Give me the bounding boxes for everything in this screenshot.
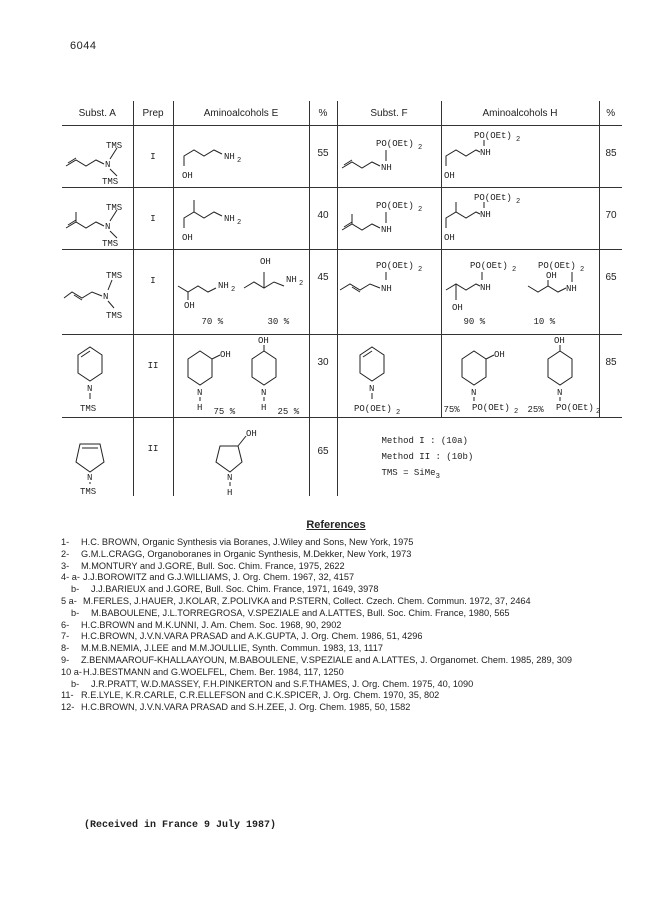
svg-text:NH: NH (223, 214, 235, 224)
reference-item (61, 631, 621, 643)
table-row (62, 188, 622, 250)
reference-label: 7- (61, 631, 70, 642)
svg-text:TMS: TMS (106, 141, 123, 151)
reference-label: b- (71, 584, 80, 595)
references-list (61, 537, 621, 714)
prep-value: II (147, 361, 159, 371)
reference-text: R.E.LYLE, K.R.CARLE, C.R.ELLEFSON and C.K.SPICER, J. Org. Chem. 1970, 35, 802 (81, 690, 440, 701)
col-header-subst-a: Subst. A (62, 101, 133, 126)
structure-subst-a (62, 188, 133, 250)
ratio-label: 70 % (201, 317, 224, 327)
reference-label: b- (71, 607, 80, 618)
reference-text: H.C.BROWN, J.V.N.VARA PRASAD and S.H.ZEE, J. Org. Chem. 1985, 50, 1582 (81, 702, 411, 713)
reference-text: H.C. BROWN, Organic Synthesis via Boranes, J.Wiley and Sons, New York, 1975 (81, 537, 414, 547)
svg-text:NH: NH (223, 152, 235, 162)
reference-item (61, 572, 621, 584)
structure-subst-a (62, 250, 133, 335)
svg-text:OH: OH (545, 271, 557, 281)
prep-cell (133, 335, 173, 418)
ratio-label: 30 % (267, 317, 290, 327)
ratio-label: 25 % (277, 407, 300, 417)
svg-text:2: 2 (417, 206, 422, 214)
structure-phosphoramide (338, 126, 442, 187)
svg-text:NH: NH (285, 275, 297, 285)
reference-item (61, 549, 621, 561)
svg-text:2: 2 (230, 286, 235, 294)
reference-label: 11- (61, 690, 74, 701)
structure-aminoalcohol-e (173, 418, 309, 497)
reference-item (61, 679, 621, 691)
svg-text:N: N (226, 473, 232, 483)
svg-text:OH: OH (181, 171, 193, 181)
col-header-prep: Prep (133, 101, 173, 126)
structure-aminoalcohol-h (441, 126, 599, 188)
svg-text:TMS: TMS (106, 271, 123, 281)
prep-value: I (150, 214, 156, 224)
reference-label: 1- (61, 537, 70, 547)
ratio-label: 10 % (533, 317, 556, 327)
svg-text:N: N (87, 384, 93, 394)
ratio-label: 90 % (463, 317, 486, 327)
svg-text:H: H (226, 488, 232, 496)
svg-text:N: N (368, 384, 374, 394)
svg-text:2: 2 (515, 136, 520, 144)
prep-cell (133, 418, 173, 497)
reference-text: M.FERLES, J.HAUER, J.KOLAR, Z.POLIVKA and P.STERN, Collect. Czech. Chem. Commun. 1972, 37, 2464 (83, 595, 531, 606)
method-ii-label: Method II : (10b) (381, 452, 474, 462)
reference-text: J.J.BARIEUX and J.GORE, Bull. Soc. Chim. France, 1971, 1649, 3978 (91, 584, 379, 595)
structure-aminoalcohol-e (173, 188, 309, 250)
svg-text:PO(OEt): PO(OEt) (375, 261, 414, 271)
yield-value: 30 (317, 357, 329, 368)
reference-item (61, 596, 621, 608)
col-header-aminoalcohols-e: Aminoalcohols E (173, 101, 309, 126)
reference-item (61, 537, 621, 549)
prep-cell (133, 250, 173, 335)
svg-text:TMS: TMS (106, 311, 123, 321)
svg-text:OH: OH (443, 171, 455, 181)
svg-text:PO(OEt): PO(OEt) (471, 403, 510, 413)
reference-item (61, 702, 621, 714)
svg-text:2: 2 (513, 408, 518, 416)
structure-subst-f (337, 335, 441, 418)
structure-phosphoramide (338, 250, 442, 334)
svg-text:N: N (105, 222, 111, 232)
structure-tetrahydropyridine-phosphoramide (338, 335, 442, 417)
reference-label: 9- (61, 654, 70, 665)
reference-text: Z.BENMAAROUF-KHALLAAYOUN, M.BABOULENE, V.SPEZIALE and A.LATTES, J. Organomet. Chem. 1985, 289, 309 (81, 654, 573, 665)
yield-cell (309, 250, 337, 335)
prep-value: I (150, 152, 156, 162)
received-date: (Received in France 9 July 1987) (84, 820, 277, 831)
ratio-label: 25% (527, 405, 544, 415)
svg-text:2: 2 (515, 198, 520, 206)
methods-legend-cell (337, 418, 622, 497)
svg-text:TMS: TMS (102, 239, 119, 249)
yield-cell (309, 188, 337, 250)
svg-text:2: 2 (595, 408, 600, 416)
method-i-label: Method I : (10a) (381, 436, 468, 446)
svg-text:NH: NH (479, 148, 491, 158)
svg-text:TMS: TMS (80, 404, 97, 414)
prep-cell (133, 126, 173, 188)
reference-label: 12- (61, 702, 75, 713)
svg-text:H: H (196, 403, 202, 413)
structure-aminoalcohol-h (441, 335, 599, 418)
svg-text:NH: NH (217, 281, 229, 291)
svg-text:2: 2 (236, 157, 241, 165)
structure-subst-a (62, 126, 133, 188)
reference-text: M.BABOULENE, J.L.TORREGROSA, V.SPEZIALE and A.LATTES, Bull. Soc. Chim. France, 1980, 565 (91, 607, 510, 618)
references-heading: References (306, 519, 366, 531)
structure-aminoalcohol-h (441, 250, 599, 335)
svg-text:OH: OH (443, 233, 455, 243)
svg-text:OH: OH (493, 350, 505, 360)
col-header-subst-f: Subst. F (337, 101, 441, 126)
table-row (62, 126, 622, 188)
reference-item (61, 690, 621, 702)
yield-cell (309, 126, 337, 188)
svg-text:H: H (260, 403, 266, 413)
col-header-percent-e: % (309, 101, 337, 126)
svg-text:TMS: TMS (102, 177, 119, 187)
structure-methallyl-amine (62, 188, 133, 249)
reference-text: G.M.L.CRAGG, Organoboranes in Organic Synthesis, M.Dekker, New York, 1973 (81, 548, 412, 559)
structure-subst-f (337, 126, 441, 188)
svg-text:N: N (196, 388, 202, 398)
reference-label: 2- (61, 548, 70, 559)
svg-text:OH: OH (259, 257, 271, 267)
prep-value: II (147, 444, 159, 454)
col-header-aminoalcohols-h: Aminoalcohols H (441, 101, 599, 126)
yield-cell (599, 126, 622, 188)
structure-subst-f (337, 250, 441, 335)
reference-item (61, 561, 621, 573)
svg-text:PO(OEt): PO(OEt) (375, 201, 414, 211)
reference-item (61, 584, 621, 596)
svg-text:PO(OEt): PO(OEt) (473, 131, 512, 141)
reference-item (61, 620, 621, 632)
prep-cell (133, 188, 173, 250)
structure-allyl-amine (62, 126, 133, 187)
svg-text:TMS: TMS (106, 203, 123, 213)
svg-text:N: N (87, 473, 93, 483)
yield-cell (599, 250, 622, 335)
svg-text:PO(OEt): PO(OEt) (537, 261, 576, 271)
svg-text:PO(OEt): PO(OEt) (555, 403, 594, 413)
reference-label: 3- (61, 560, 70, 571)
reference-text: M.MONTURY and J.GORE, Bull. Soc. Chim. France, 1975, 2622 (81, 560, 345, 571)
reference-text: H.J.BESTMANN and G.WOELFEL, Chem. Ber. 1984, 117, 1250 (83, 666, 344, 677)
svg-text:OH: OH (451, 303, 463, 313)
svg-text:2: 2 (395, 409, 400, 417)
reference-label: 4- a- (61, 572, 80, 583)
methods-legend (382, 436, 474, 487)
reference-text: H.C.BROWN and M.K.UNNI, J. Am. Chem. Soc. 1968, 90, 2902 (81, 619, 342, 630)
svg-text:PO(OEt): PO(OEt) (469, 261, 508, 271)
structure-aminoalcohol-e (173, 335, 309, 418)
reference-text: H.C.BROWN, J.V.N.VARA PRASAD and A.K.GUPTA, J. Org. Chem. 1986, 51, 4296 (81, 631, 423, 642)
reference-label: 5 a- (61, 595, 77, 606)
structure-tetrahydropyridine (62, 335, 133, 417)
yield-value: 70 (605, 210, 617, 221)
ratio-label: 75% (443, 405, 460, 415)
ratio-label: 75 % (213, 407, 236, 417)
svg-text:TMS: TMS (80, 487, 97, 496)
svg-text:OH: OH (181, 233, 193, 243)
reference-item (61, 608, 621, 620)
svg-text:OH: OH (257, 336, 269, 346)
svg-text:OH: OH (553, 336, 565, 346)
svg-text:N: N (470, 388, 476, 398)
reference-label: 10 a- (61, 666, 82, 677)
svg-text:N: N (103, 292, 109, 302)
svg-text:N: N (260, 388, 266, 398)
svg-text:NH: NH (380, 284, 392, 294)
structure-aminoalcohol (174, 188, 310, 249)
structure-aminoalcohol-phosphoramide (442, 188, 600, 249)
svg-text:2: 2 (511, 266, 516, 274)
tms-definition: TMS = SiMe$_3$ (381, 468, 441, 481)
yield-value: 85 (605, 148, 617, 159)
reference-item (61, 655, 621, 667)
yield-cell (599, 335, 622, 418)
col-header-percent-h: % (599, 101, 622, 126)
svg-text:2: 2 (417, 144, 422, 152)
svg-text:2: 2 (579, 266, 584, 274)
svg-text:NH: NH (479, 210, 491, 220)
structure-subst-f (337, 188, 441, 250)
structure-pyrroline (62, 418, 133, 496)
svg-text:PO(OEt): PO(OEt) (473, 193, 512, 203)
yield-value: 40 (317, 210, 329, 221)
structure-aminoalcohol-phosphoramide (442, 126, 600, 187)
structure-piperidinol-pair (174, 335, 310, 417)
yield-value: 85 (605, 357, 617, 368)
reference-label: b- (71, 678, 80, 689)
svg-text:2: 2 (236, 219, 241, 227)
structure-crotyl-amine (62, 250, 133, 334)
reference-text: J.R.PRATT, W.D.MASSEY, F.H.PINKERTON and S.F.THAMES, J. Org. Chem. 1975, 40, 1090 (91, 678, 474, 689)
structure-aminoalcohol-e (173, 250, 309, 335)
yield-cell (309, 335, 337, 418)
svg-text:N: N (105, 160, 111, 170)
yield-cell (309, 418, 337, 497)
structure-phosphoramide (338, 188, 442, 249)
svg-text:NH: NH (380, 225, 392, 235)
reference-text: M.M.B.NEMIA, J.LEE and M.M.JOULLIE, Synth. Commun. 1983, 13, 1117 (81, 643, 383, 654)
structure-aminoalcohol-h (441, 188, 599, 250)
structure-subst-a (62, 335, 133, 418)
reference-label: 8- (61, 643, 70, 654)
svg-text:NH: NH (565, 284, 577, 294)
table-row (62, 250, 622, 335)
svg-text:N: N (556, 388, 562, 398)
structure-subst-a (62, 418, 133, 497)
svg-text:OH: OH (219, 350, 231, 360)
structure-piperidinol-phosphoramide-pair (442, 335, 600, 417)
yield-value: 45 (317, 272, 329, 283)
svg-text:NH: NH (479, 283, 491, 293)
table-header-row (62, 101, 622, 126)
reference-item (61, 667, 621, 679)
structure-pyrrolidinol (174, 418, 310, 496)
reference-item (61, 643, 621, 655)
results-table (62, 101, 622, 496)
yield-value: 65 (605, 272, 617, 283)
yield-value: 65 (317, 446, 329, 457)
table-row (62, 418, 622, 497)
table-row (62, 335, 622, 418)
svg-text:OH: OH (245, 429, 257, 439)
svg-text:OH: OH (183, 301, 195, 311)
structure-aminoalcohol-e (173, 126, 309, 188)
svg-text:PO(OEt): PO(OEt) (375, 139, 414, 149)
reference-text: J.J.BOROWITZ and G.J.WILLIAMS, J. Org. Chem. 1967, 32, 4157 (83, 572, 355, 583)
structure-aminoalcohol (174, 126, 310, 187)
svg-text:2: 2 (417, 266, 422, 274)
svg-text:2: 2 (298, 280, 303, 288)
prep-value: I (150, 276, 156, 286)
reference-label: 6- (61, 619, 70, 630)
svg-text:NH: NH (380, 163, 392, 173)
page-number: 6044 (70, 40, 97, 52)
svg-text:PO(OEt): PO(OEt) (353, 404, 392, 414)
yield-value: 55 (317, 148, 329, 159)
yield-cell (599, 188, 622, 250)
